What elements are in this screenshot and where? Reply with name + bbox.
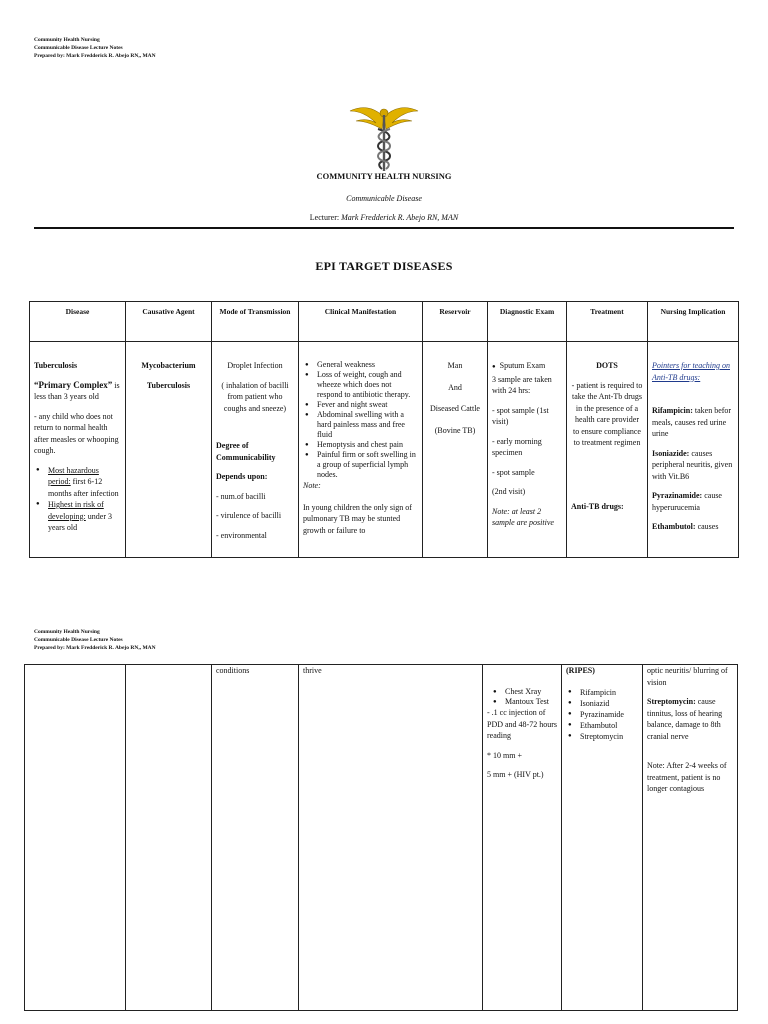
page-header xyxy=(34,36,156,60)
reservoir-line-1: Man xyxy=(447,361,463,370)
lecturer-label: Lecturer: xyxy=(309,213,340,222)
agent-line-2: Tuberculosis xyxy=(146,380,191,390)
disease-note: - any child who does not return to normal health after measles or whooping cough. xyxy=(34,411,119,455)
drug-label: Ethambutol: xyxy=(652,522,696,531)
list-item: ● Chest Xray xyxy=(505,687,557,697)
list-item: ● Painful firm or soft swelling in a group of superficial lymph nodes. xyxy=(317,450,418,480)
cell-mode-cont xyxy=(212,665,299,1011)
cell-disease xyxy=(30,342,126,558)
cell-diagnostic-exam xyxy=(488,342,567,558)
reservoir-line-4: (Bovine TB) xyxy=(434,425,476,435)
cell-nursing-implication xyxy=(648,342,739,558)
list-item: ● Loss of weight, cough and wheeze which does not respond to antibiotic therapy. xyxy=(317,370,418,400)
list-item: ● Mantoux Test xyxy=(505,697,557,707)
table-header-row xyxy=(30,302,739,342)
sputum-exam: ● Sputum Exam 3 sample are taken with 24 hrs: xyxy=(492,361,552,395)
list-item xyxy=(48,499,121,534)
table-row xyxy=(30,342,739,558)
cell-clinical-cont xyxy=(299,665,483,1011)
disease-bullets xyxy=(34,465,121,534)
clinical-continued: thrive xyxy=(303,666,322,675)
cell-agent-cont xyxy=(126,665,212,1011)
header-nursing-implication: Nursing Implication xyxy=(648,302,739,342)
sputum-label: Sputum Exam xyxy=(499,361,546,370)
mantoux-result-1: * 10 mm + xyxy=(487,750,522,760)
cell-nursing-cont xyxy=(643,665,738,1011)
list-item: ● Fever and night sweat xyxy=(317,400,418,410)
list-item xyxy=(48,465,121,500)
caduceus-logo-icon xyxy=(348,95,420,173)
drug-text: causes peripheral neuritis, given with Vit.B6 xyxy=(652,448,733,481)
ethambutol-note xyxy=(652,521,734,533)
spot-sample-2: - spot sample xyxy=(492,467,535,477)
agent-line-1: Mycobacterium xyxy=(141,361,196,370)
dots-text: - patient is required to take the Ant-Tb drugs in the presence of a health care provider to ensure compliance to treatment regimen xyxy=(571,380,643,447)
header-line-2: Communicable Disease Lecture Notes xyxy=(34,45,123,51)
cell-diagnostic-cont xyxy=(483,665,562,1011)
anti-tb-label: Anti-TB drugs: xyxy=(571,501,624,511)
isoniazide-note xyxy=(652,448,734,483)
drug-text: cause tinnitus, loss of hearing balance, damage to 8th cranial nerve xyxy=(647,697,723,741)
diagnostic-note: Note: at least 2 sample are positive xyxy=(492,506,554,527)
streptomycin-note xyxy=(647,696,733,742)
list-item: ● Pyrazinamide xyxy=(580,709,638,720)
section-title: EPI TARGET DISEASES xyxy=(315,259,453,273)
course-title: COMMUNITY HEALTH NURSING xyxy=(316,171,452,181)
page-2-header xyxy=(34,628,156,652)
mantoux-text: - .1 cc injection of PDD and 48-72 hours reading xyxy=(487,708,557,740)
table-row xyxy=(25,665,738,1011)
header-mode-of-transmission: Mode of Transmission xyxy=(212,302,299,342)
degree-label: Degree of Communicability xyxy=(216,441,276,462)
header-line-3: Prepared by: Mark Fredderick R. Abejo RN,, MAN xyxy=(34,645,156,651)
spot-sample-1: - spot sample (1st visit) xyxy=(492,405,549,426)
list-item: ● Streptomycin xyxy=(580,731,638,742)
header-reservoir: Reservoir xyxy=(423,302,488,342)
mode-line-2: ( inhalation of bacilli from patient who coughs and sneeze) xyxy=(221,380,289,413)
bullet-text: under 3 years old xyxy=(48,511,112,532)
reservoir-line-2: And xyxy=(448,382,462,392)
ripes-list xyxy=(566,687,638,742)
optic-neuritis-note: optic neuritis/ blurring of vision xyxy=(647,666,728,687)
drug-label: Streptomycin: xyxy=(647,697,696,706)
epi-table-page-2 xyxy=(24,664,738,1011)
primary-complex-label: “Primary Complex” xyxy=(34,379,113,390)
bullet-text: first 6-12 months after infection xyxy=(48,477,119,498)
list-item: ● Isoniazid xyxy=(580,698,638,709)
cell-treatment-cont xyxy=(562,665,643,1011)
drug-text: cause hyperurucemia xyxy=(652,491,722,512)
drug-label: Pyrazinamide: xyxy=(652,491,703,500)
primary-complex-tail: is less than 3 years old xyxy=(34,380,120,401)
list-item: ● Abdominal swelling with a hard painless mass and free fluid xyxy=(317,410,418,440)
header-disease: Disease xyxy=(30,302,126,342)
list-item: ● Rifampicin xyxy=(580,687,638,698)
diagnostic-list xyxy=(487,687,557,707)
mode-continued: conditions xyxy=(216,666,250,675)
lecturer-name: Mark Fredderick R. Abejo RN, MAN xyxy=(341,213,459,222)
bullet-label: Highest in risk of developing: xyxy=(48,500,104,521)
drug-text: causes xyxy=(695,522,719,531)
header-causative-agent: Causative Agent xyxy=(126,302,212,342)
list-item: ● Ethambutol xyxy=(580,720,638,731)
cell-mode-of-transmission xyxy=(212,342,299,558)
pointers-heading: Pointers for teaching on Anti-TB drugs: xyxy=(652,361,730,382)
mantoux-result-2: 5 mm + (HIV pt.) xyxy=(487,770,544,779)
drug-label: Isoniazide: xyxy=(652,448,690,458)
cell-clinical-manifestation xyxy=(299,342,423,558)
mode-line-1: Droplet Infection xyxy=(227,361,283,370)
cell-disease-cont xyxy=(25,665,126,1011)
second-visit: (2nd visit) xyxy=(492,487,526,496)
early-morning: - early morning specimen xyxy=(492,436,542,457)
sputum-tail: 3 sample are taken with 24 hrs: xyxy=(492,374,552,395)
lecturer-line xyxy=(0,213,768,222)
list-item: ● Hemoptysis and chest pain xyxy=(317,440,418,450)
clinical-note-label: Note: xyxy=(303,481,321,490)
header-line-2: Communicable Disease Lecture Notes xyxy=(34,637,123,643)
rifampicin-note xyxy=(652,405,734,440)
reservoir-line-3: Diseased Cattle xyxy=(430,404,480,413)
title-divider xyxy=(34,227,734,229)
depends-item-2: - virulence of bacilli xyxy=(216,511,282,520)
header-treatment: Treatment xyxy=(567,302,648,342)
disease-name: Tuberculosis xyxy=(34,361,78,370)
header-line-3: Prepared by: Mark Fredderick R. Abejo RN,, MAN xyxy=(34,53,156,59)
depends-item-3: - environmental xyxy=(216,530,267,540)
depends-item-1: - num.of bacilli xyxy=(216,491,266,501)
pyrazinamide-note xyxy=(652,490,734,513)
primary-complex-text xyxy=(34,380,121,403)
clinical-note-text: In young children the only sign of pulmonary TB may be stunted growth or failure to xyxy=(303,502,412,535)
cell-treatment xyxy=(567,342,648,558)
epi-table-page-1 xyxy=(29,301,739,558)
header-line-1: Community Health Nursing xyxy=(34,629,100,635)
cell-causative-agent xyxy=(126,342,212,558)
drug-text: taken befor meals, causes red urine urine xyxy=(652,406,732,438)
header-clinical-manifestation: Clinical Manifestation xyxy=(299,302,423,342)
bullet-label: Most hazardous period: xyxy=(48,465,99,486)
clinical-list xyxy=(303,360,418,480)
dots-label: DOTS xyxy=(596,361,618,370)
depends-label: Depends upon: xyxy=(216,472,268,481)
list-item: ● General weakness xyxy=(317,360,418,370)
drug-label: Rifampicin: xyxy=(652,406,693,415)
header-diagnostic-exam: Diagnostic Exam xyxy=(488,302,567,342)
ripes-label: (RIPES) xyxy=(566,666,595,675)
cell-reservoir xyxy=(423,342,488,558)
contagious-note: Note: After 2-4 weeks of treatment, patient is no longer contagious xyxy=(647,761,727,793)
subject-title: Communicable Disease xyxy=(346,194,422,203)
header-line-1: Community Health Nursing xyxy=(34,37,100,43)
